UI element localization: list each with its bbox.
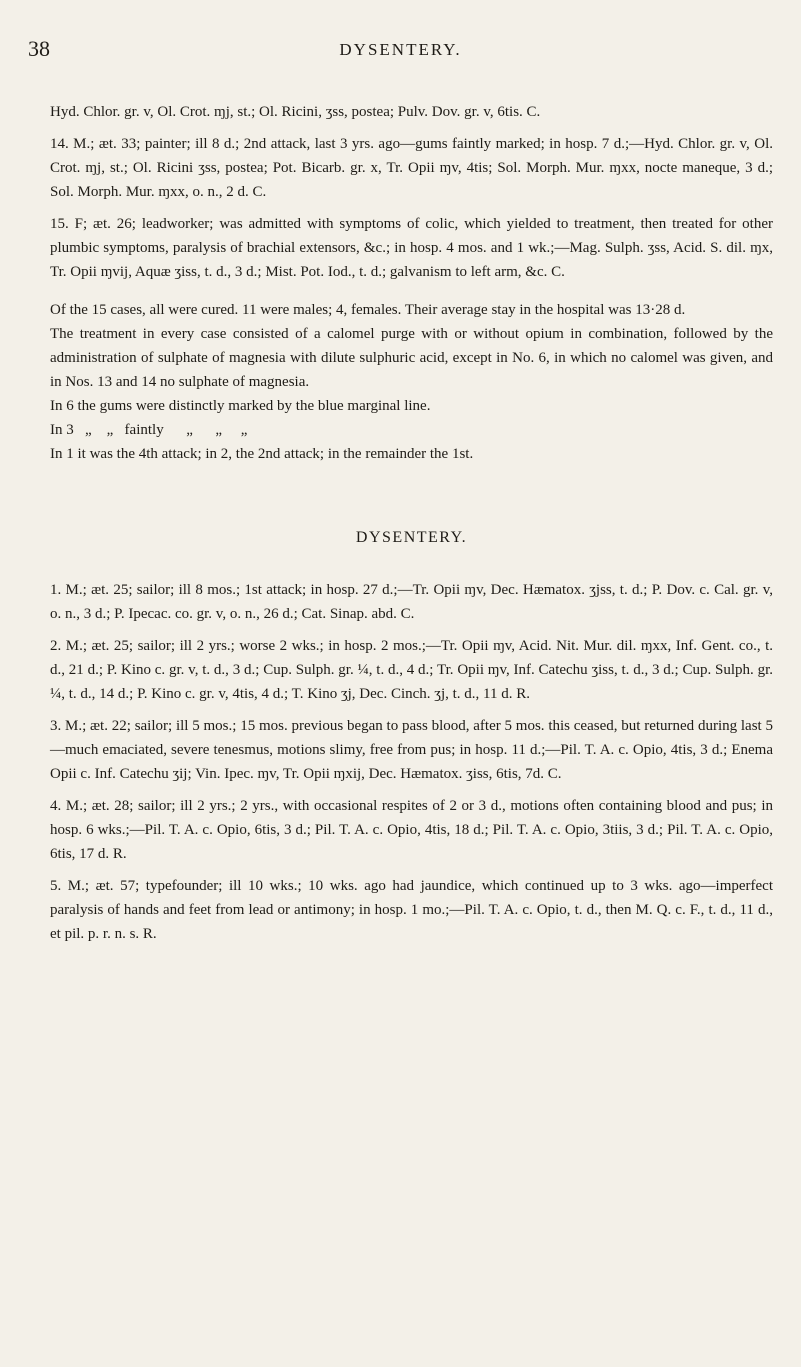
colic-case-13-tail: Hyd. Chlor. gr. v, Ol. Crot. ɱj, st.; Ol. Ricini, ʒss, postea; Pulv. Dov. gr. v, 6tis. C. — [50, 104, 541, 120]
summary-paragraph-4: In 3 „ „ faintly „ „ „ — [50, 422, 248, 438]
colic-case-15: 15. F; æt. 26; leadworker; was admitted with symptoms of colic, which yielded to treatment, then treated for other plumbic symptoms, paralysis of brachial extensors, &c.; in hosp. 4 mos. and 1 wk.;—Mag. Sulph. ʒss, Acid. S. dil. ɱx, Tr. Opii ɱvij, Aquæ ʒiss, t. d., 3 d.; Mist. Pot. Iod., t. d.; galvanism to left arm, &c. C. — [50, 216, 773, 280]
dysentery-case-5: 5. M.; æt. 57; typefounder; ill 10 wks.; 10 wks. ago had jaundice, which continued up to 3 wks. ago—imperfect paralysis of hands and feet from lead or antimony; in hosp. 1 mo.;—Pil. T. A. c. Opio, t. d., then M. Q. c. F., t. d., 11 d., et pil. p. r. n. s. R. — [50, 878, 773, 942]
running-head: DYSENTERY. — [339, 40, 462, 59]
dysentery-case-3: 3. M.; æt. 22; sailor; ill 5 mos.; 15 mos. previous began to pass blood, after 5 mos. this ceased, but returned during last 5—much emaciated, severe tenesmus, motions slimy, free from pus; in hosp. 11 d.;—Pil. T. A. c. Opio, 4tis, 3 d.; Enema Opii c. Inf. Catechu ʒij; Vin. Ipec. ɱv, Tr. Opii ɱxij, Dec. Hæmatox. ʒiss, 6tis, 7d. C. — [50, 718, 773, 782]
summary-paragraph-5: In 1 it was the 4th attack; in 2, the 2nd attack; in the remainder the 1st. — [50, 446, 474, 462]
dysentery-case-1: 1. M.; æt. 25; sailor; ill 8 mos.; 1st attack; in hosp. 27 d.;—Tr. Opii ɱv, Dec. Hæmatox. ʒjss, t. d.; P. Dov. c. Cal. gr. v, o. n., 3 d.; P. Ipecac. co. gr. v, o. n., 26 d.; Cat. Sinap. abd. C. — [50, 582, 773, 622]
dysentery-case-2: 2. M.; æt. 25; sailor; ill 2 yrs.; worse 2 wks.; in hosp. 2 mos.;—Tr. Opii ɱv, Acid. Nit. Mur. dil. ɱxx, Inf. Gent. co., t. d., 21 d.; P. Kino c. gr. v, t. d., 3 d.; Cup. Sulph. gr. ¼, t. d., 4 d.; Tr. Opii ɱv, Inf. Catechu ʒiss, t. d., 3 d.; Cup. Sulph. gr. ¼, t. d., 14 d.; P. Kino c. gr. v, 4tis, 4 d.; T. Kino ʒj, Dec. Cinch. ʒj, t. d., 11 d. R. — [50, 638, 773, 702]
summary-paragraph-2: The treatment in every case consisted of a calomel purge with or without opium in combination, followed by the administration of sulphate of magnesia with dilute sulphuric acid, except in No. 6, in which no calomel was given, and in Nos. 13 and 14 no sulphate of magnesia. — [50, 326, 773, 390]
summary-paragraph-1: Of the 15 cases, all were cured. 11 were males; 4, females. Their average stay in the hospital was 13·28 d. — [50, 302, 686, 318]
section-heading-dysentery: DYSENTERY. — [355, 529, 468, 546]
colic-summary — [50, 298, 773, 466]
page-body — [50, 100, 773, 954]
summary-paragraph-3: In 6 the gums were distinctly marked by the blue marginal line. — [50, 398, 431, 414]
colic-case-14: 14. M.; æt. 33; painter; ill 8 d.; 2nd attack, last 3 yrs. ago—gums faintly marked; in hosp. 7 d.;—Hyd. Chlor. gr. v, Ol. Crot. ɱj, st.; Ol. Ricini ʒss, postea; Pot. Bicarb. gr. x, Tr. Opii ɱv, 4tis; Sol. Morph. Mur. ɱxx, nocte maneque, 3 d.; Sol. Morph. Mur. ɱxx, o. n., 2 d. C. — [50, 136, 773, 200]
dysentery-case-4: 4. M.; æt. 28; sailor; ill 2 yrs.; 2 yrs., with occasional respites of 2 or 3 d., motions often containing blood and pus; in hosp. 6 wks.;—Pil. T. A. c. Opio, 6tis, 3 d.; Pil. T. A. c. Opio, 4tis, 18 d.; Pil. T. A. c. Opio, 3tiis, 3 d.; Pil. T. A. c. Opio, 6tis, 17 d. R. — [50, 798, 773, 862]
page-number: 38 — [28, 36, 50, 61]
